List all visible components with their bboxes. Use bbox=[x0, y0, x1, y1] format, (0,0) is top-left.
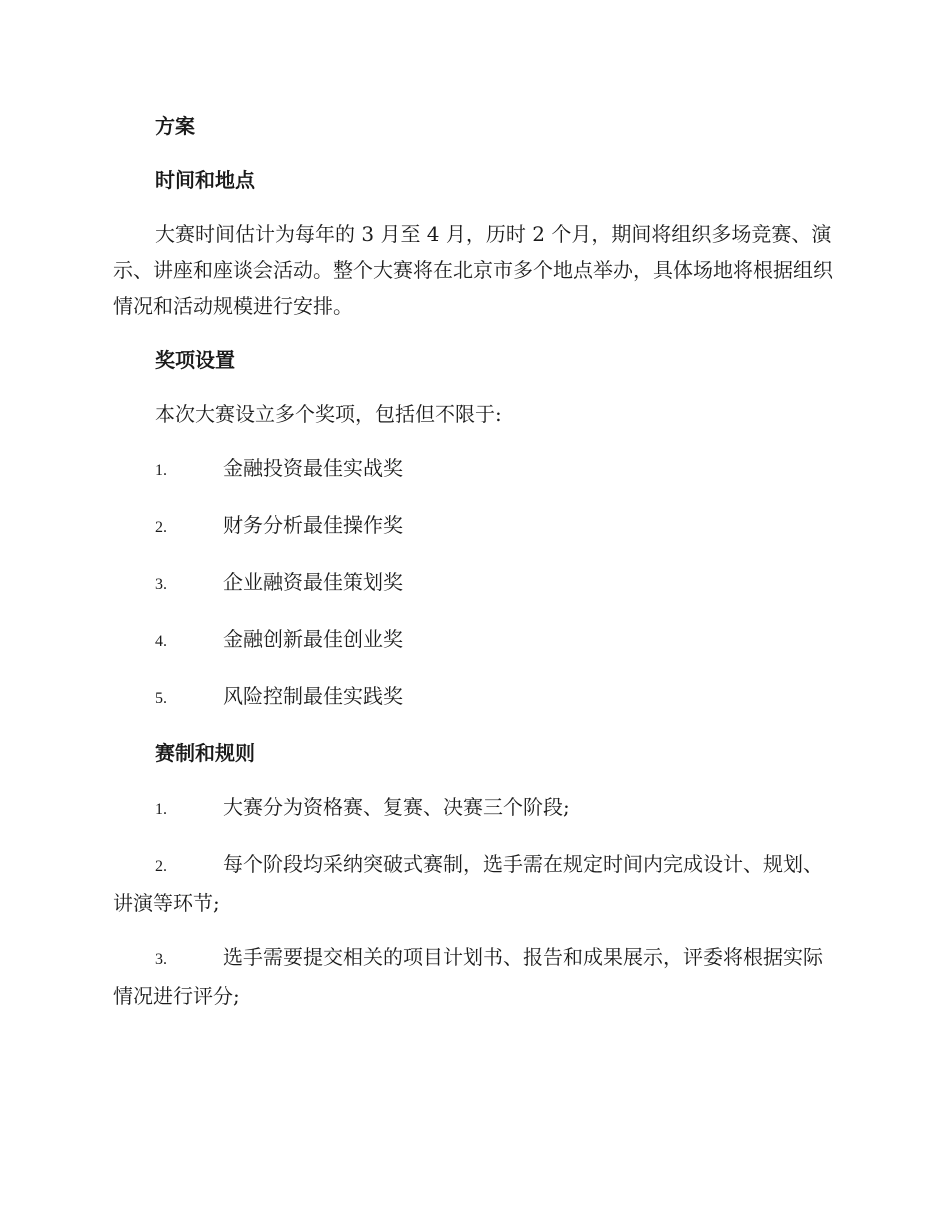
award-item bbox=[113, 450, 833, 489]
award-item bbox=[113, 678, 833, 717]
section-heading-rules: 赛制和规则 bbox=[155, 741, 255, 765]
list-number: 1. bbox=[155, 462, 167, 479]
list-text: 金融投资最佳实战奖 bbox=[223, 456, 403, 480]
list-number: 1. bbox=[155, 801, 167, 818]
section-heading-time-location: 时间和地点 bbox=[155, 168, 255, 192]
list-number: 2. bbox=[155, 858, 167, 875]
list-text: 企业融资最佳策划奖 bbox=[223, 570, 403, 594]
rule-item bbox=[113, 846, 833, 921]
list-text: 大赛分为资格赛、复赛、决赛三个阶段; bbox=[223, 795, 570, 819]
time-location-paragraph: 大赛时间估计为每年的 3 月至 4 月，历时 2 个月，期间将组织多场竞赛、演示、讲座和座谈会活动。整个大赛将在北京市多个地点举办，具体场地将根据组织情况和活动规模进行安排。 bbox=[113, 222, 833, 318]
list-text: 每个阶段均采纳突破式赛制，选手需在规定时间内完成设计、规划、讲演等环节; bbox=[113, 852, 823, 915]
award-item bbox=[113, 564, 833, 603]
document-body bbox=[113, 108, 833, 1032]
list-number: 3. bbox=[155, 951, 167, 968]
list-number: 3. bbox=[155, 576, 167, 593]
document-title: 方案 bbox=[155, 114, 195, 138]
award-item bbox=[113, 621, 833, 660]
list-text: 风险控制最佳实践奖 bbox=[223, 684, 403, 708]
list-text: 选手需要提交相关的项目计划书、报告和成果展示，评委将根据实际情况进行评分; bbox=[113, 945, 823, 1008]
list-number: 2. bbox=[155, 519, 167, 536]
list-text: 金融创新最佳创业奖 bbox=[223, 627, 403, 651]
rule-item bbox=[113, 789, 833, 828]
award-item bbox=[113, 507, 833, 546]
section-heading-awards: 奖项设置 bbox=[155, 348, 235, 372]
awards-intro: 本次大赛设立多个奖项，包括但不限于: bbox=[155, 402, 502, 426]
list-number: 5. bbox=[155, 690, 167, 707]
list-number: 4. bbox=[155, 633, 167, 650]
rule-item bbox=[113, 939, 833, 1014]
list-text: 财务分析最佳操作奖 bbox=[223, 513, 403, 537]
